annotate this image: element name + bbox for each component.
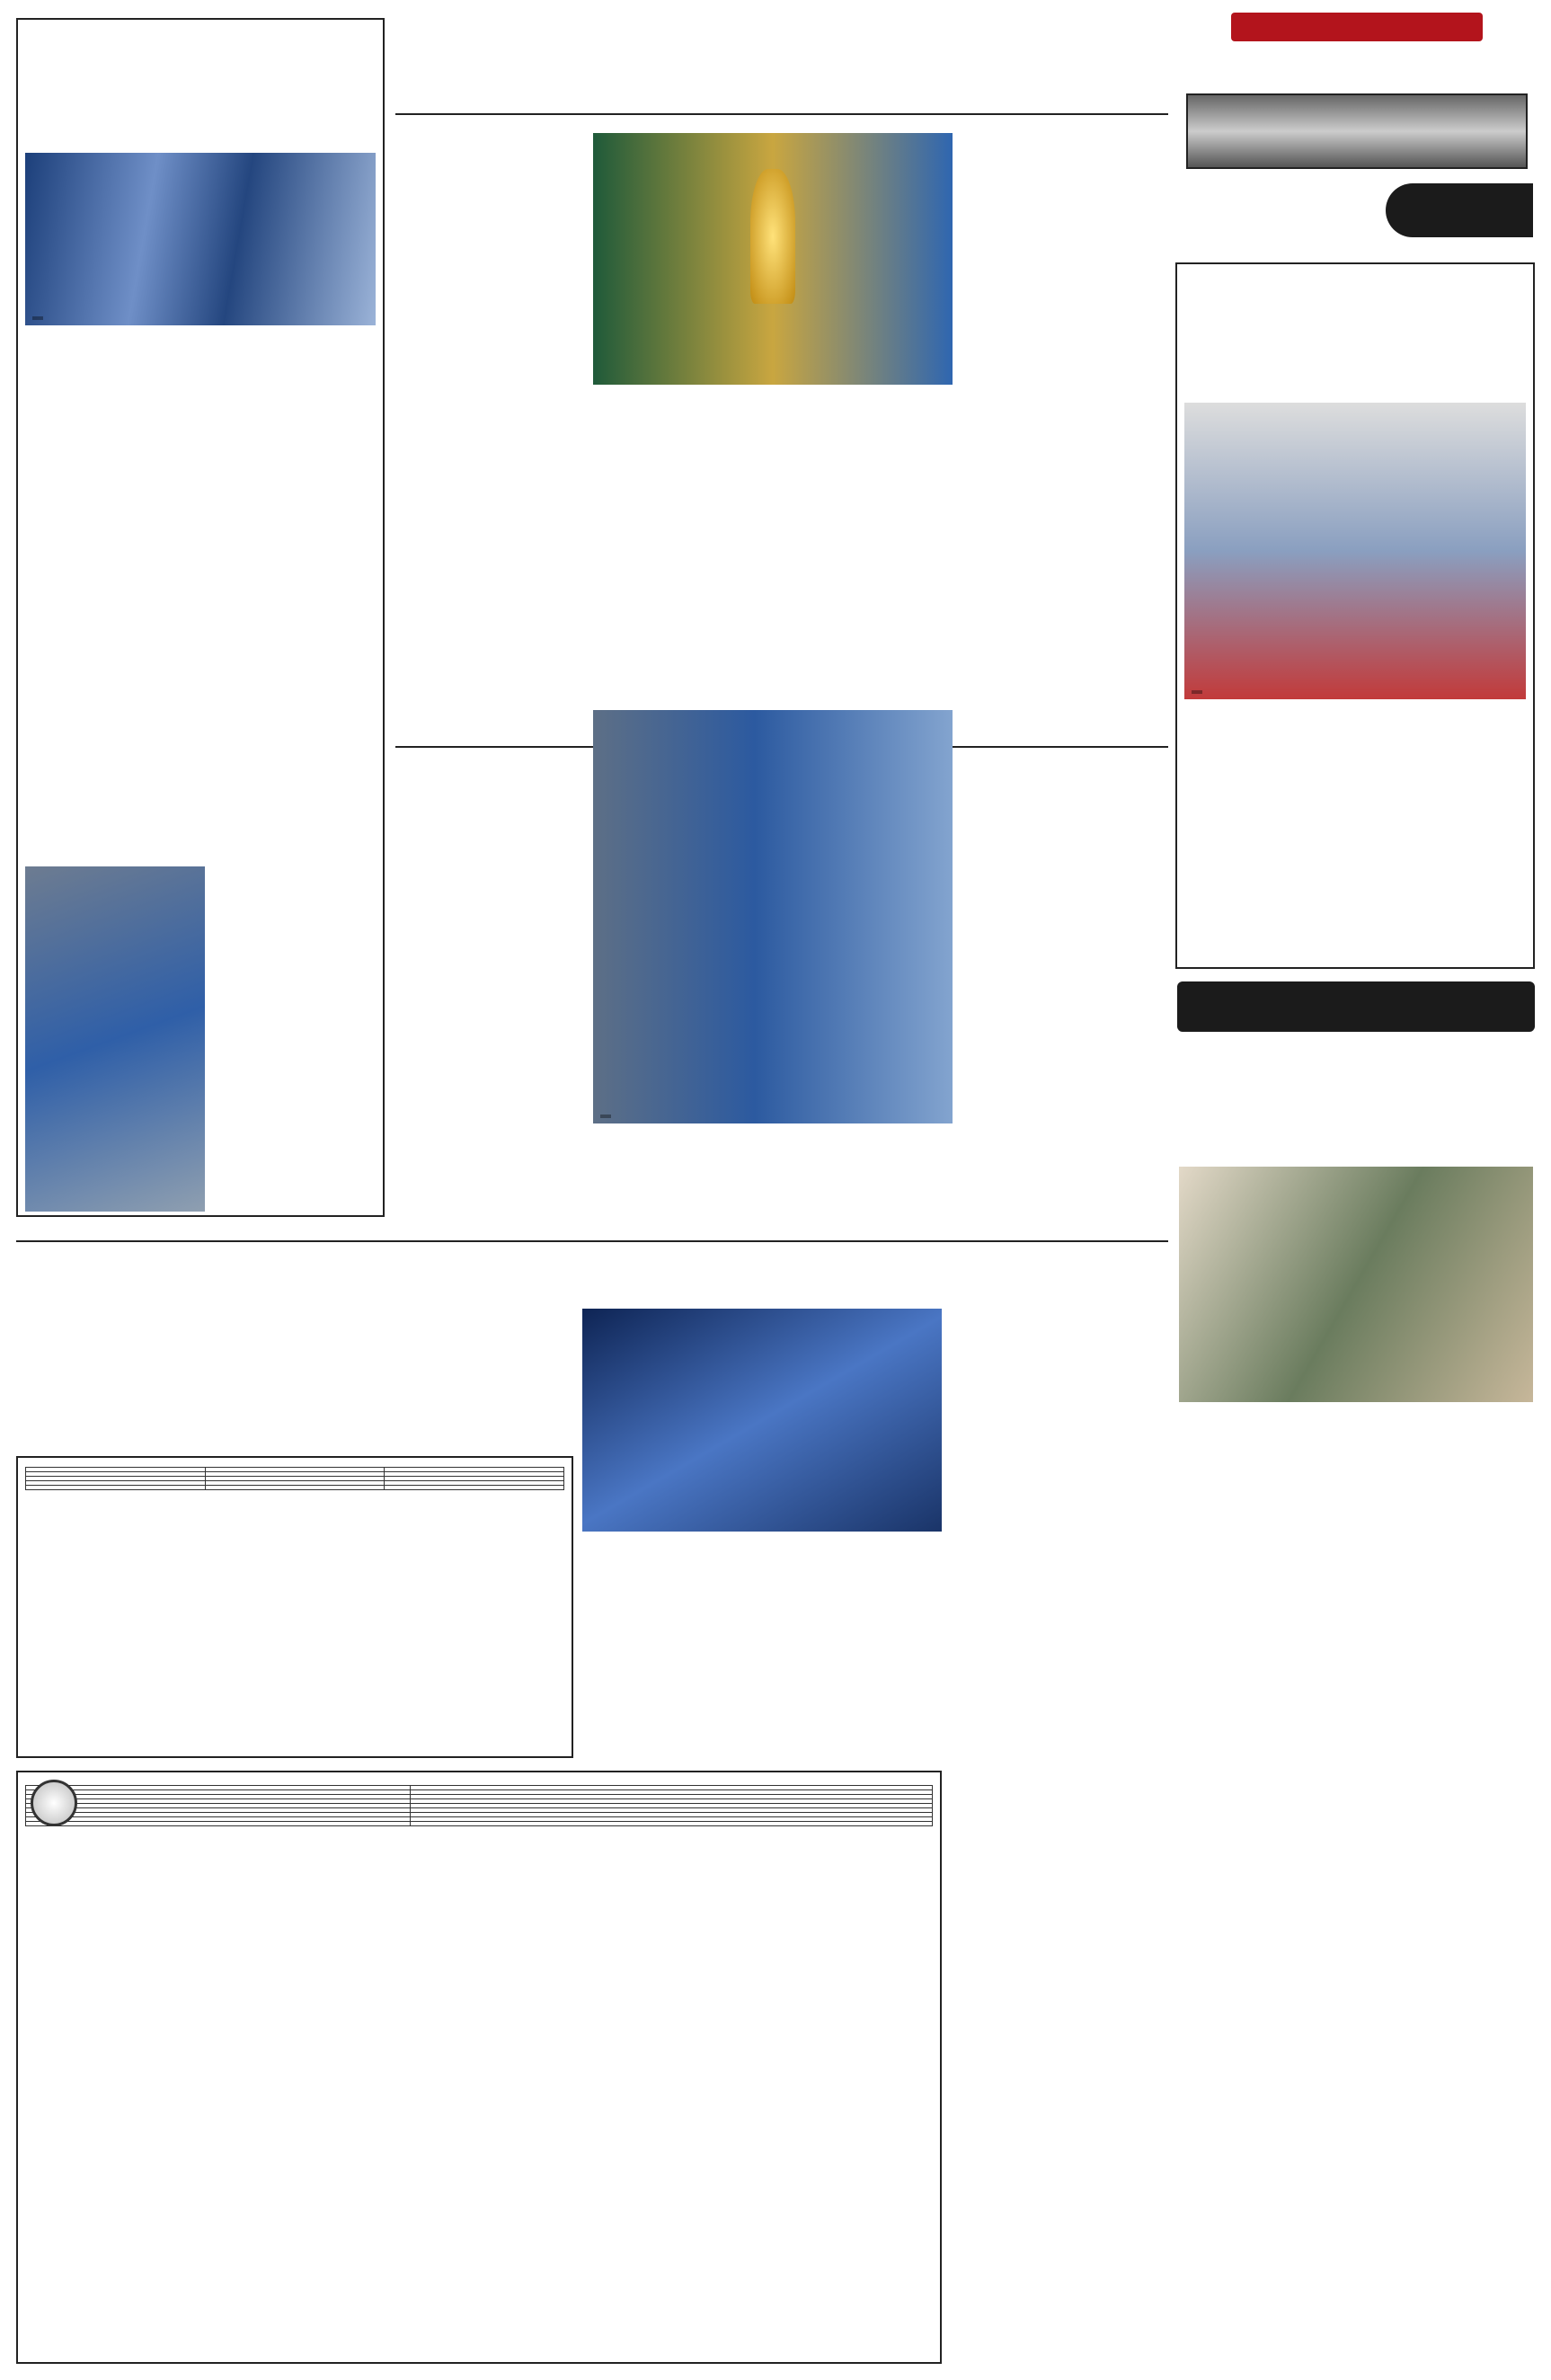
league-col2 [582, 1539, 1168, 1763]
odisha-seal-icon [31, 1780, 77, 1826]
top-story-col2 [593, 392, 953, 669]
divider [395, 113, 1168, 115]
masthead-years-badge [1231, 13, 1483, 41]
masthead [1177, 13, 1537, 248]
league-col3 [951, 1310, 1168, 1532]
kickboxing-photo-caption [1192, 690, 1202, 694]
t20-body [27, 336, 376, 857]
kickboxing-photo [1184, 403, 1526, 699]
table-row [26, 1486, 564, 1490]
puri-notice [16, 1456, 573, 1758]
trophy-icon [750, 169, 795, 304]
table-row [26, 1822, 933, 1826]
neeraj-photo-caption [600, 1115, 611, 1118]
tender-table [25, 1785, 933, 1826]
bottom-right-area [951, 1767, 1535, 2364]
neeraj-col3 [962, 751, 1168, 1237]
moroda-photo [1179, 1167, 1533, 1402]
top-story-col3 [962, 120, 1168, 669]
top-story-photo [593, 133, 953, 385]
masthead-section [1186, 93, 1528, 169]
league-col1 [16, 1310, 573, 1445]
moroda-body [1179, 1429, 1533, 1699]
t20-photo [25, 153, 376, 325]
divider [16, 1240, 1168, 1242]
tender-notice [16, 1771, 942, 2364]
kickboxing-body [1186, 728, 1526, 962]
t20-bowler-photo [25, 866, 205, 1212]
puri-notice-table [25, 1467, 564, 1490]
kickboxing-story [1175, 262, 1535, 969]
neeraj-photo [593, 710, 953, 1123]
moroda-banner [1177, 981, 1535, 1032]
masthead-page [1386, 183, 1533, 237]
t20-body-2 [214, 866, 377, 1212]
t20-photo-caption [32, 316, 43, 320]
neeraj-col1 [395, 751, 584, 1237]
t20-story [16, 18, 385, 1217]
top-story-col1 [395, 120, 584, 669]
league-photo [582, 1309, 942, 1532]
neeraj-col2 [593, 1131, 953, 1237]
